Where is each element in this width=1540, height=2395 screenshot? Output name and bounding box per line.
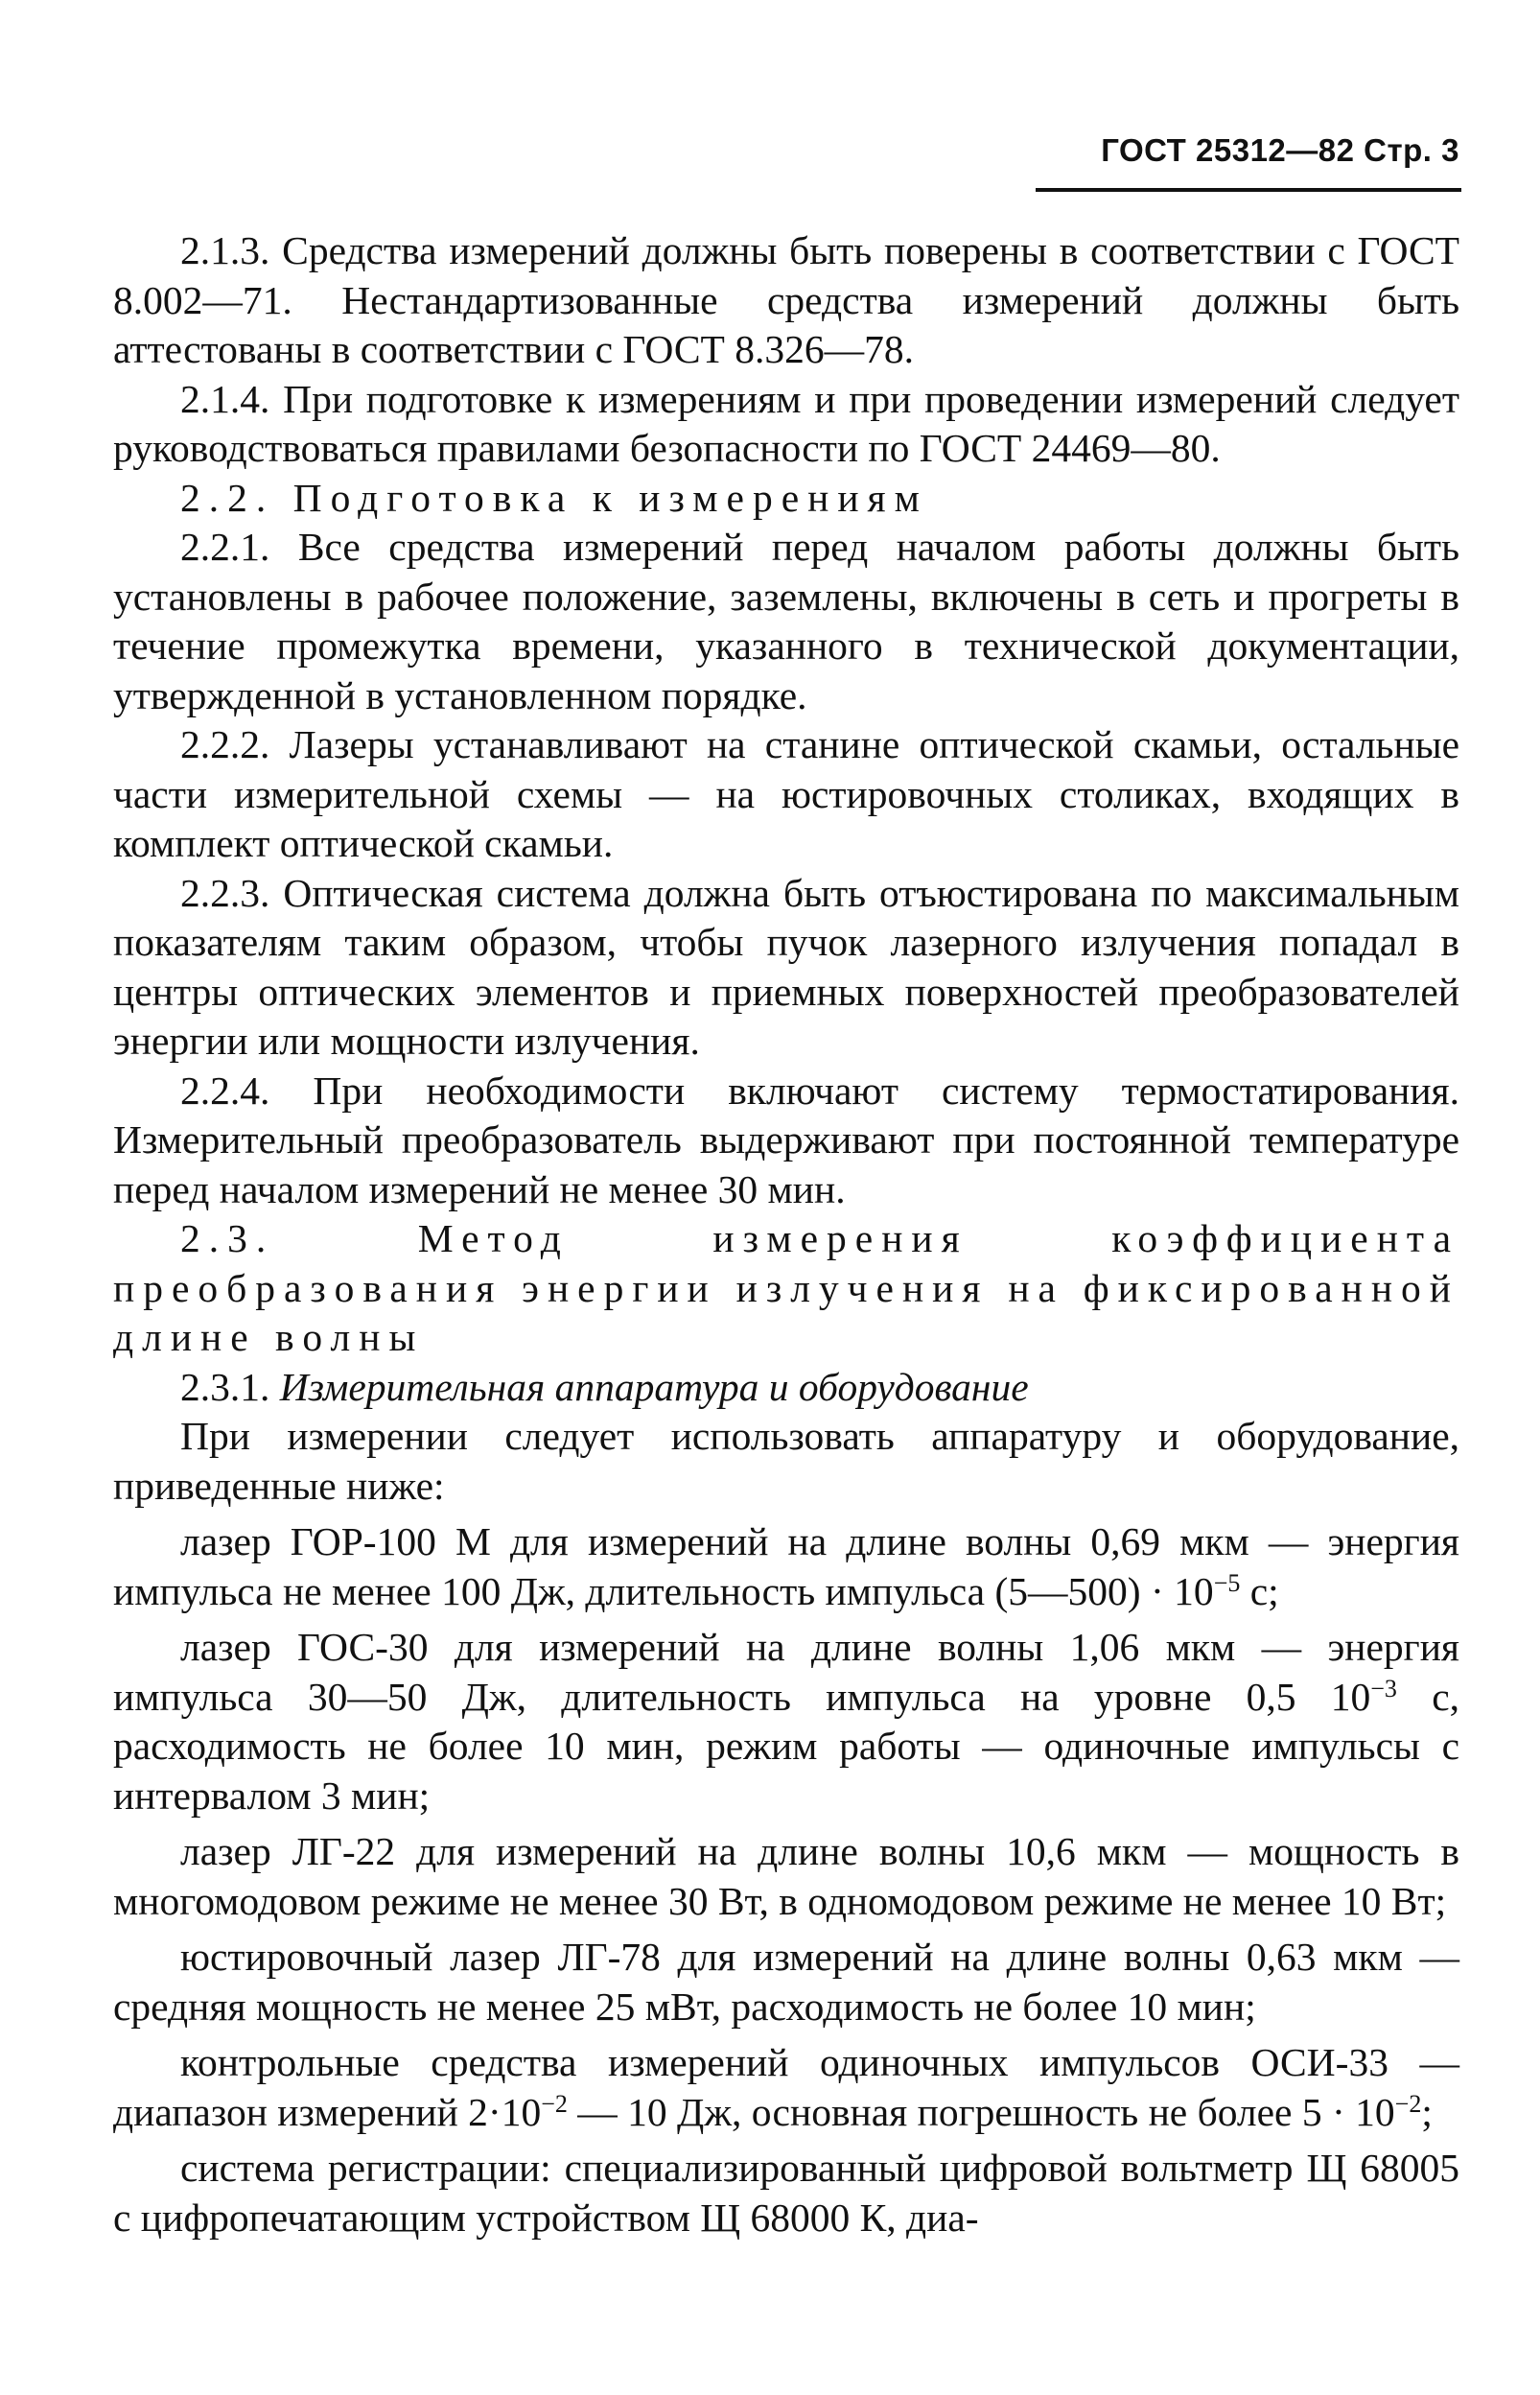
para-2-2-3: 2.2.3. Оптическая система должна быть отъюстирована по максимальным показателям таким образом, чтобы пучок лазерного излучения попадал в центры оптических элементов и приемных поверхностей преобразователей энергии или мощности излучения. [113,870,1459,1063]
para-2-2-2: 2.2.2. Лазеры устанавливают на станине оптической скамьи, остальные части измерительной схемы — на юстировочных столиках, входящих в комплект оптической скамьи. [113,722,1459,865]
document-body [113,226,1459,2242]
section-heading-2-2: 2.2. Подготовка к измерениям [180,475,928,520]
item-laser-lg-78: юстировочный лазер ЛГ-78 для измерений на длине волны 0,63 мкм — средняя мощность не менее 25 мВт, расходимость не более 10 мин; [113,1935,1459,2029]
item-laser-gos-30: лазер ГОС-30 для измерений на длине волны 1,06 мкм — энергия импульса 30—50 Дж, длительность импульса на уровне 0,5 $10^{-3}$ с, расходимость не более 10 мин, режим работы — одиночные импульсы с интервалом 3 мин; [113,1625,1459,1818]
item-registration-system: система регистрации: специализированный цифровой вольтметр Щ 68005 с цифропечатающим устройством Щ 68000 К, диа- [113,2146,1459,2240]
item-osi-33: контрольные средства измерений одиночных импульсов ОСИ-33 — диапазон измерений $2\cdot 10^{-2}$ — 10 Дж, основная погрешность не более $5 \cdot 10^{-2}$; [113,2040,1459,2134]
subheading-2-3-1 [113,1363,1459,1413]
para-2-2-4: 2.2.4. При необходимости включают систему термостатирования. Измерительный преобразователь выдерживают при постоянной температуре перед началом измерений не менее 30 мин. [113,1068,1459,1211]
para-intro: При измерении следует использовать аппаратуру и оборудование, приведенные ниже: [113,1414,1459,1508]
para-2-1-3: 2.1.3. Средства измерений должны быть поверены в соответствии с ГОСТ 8.002—71. Нестандартизованные средства измерений должны быть аттестованы в соответствии с ГОСТ 8.326—78. [113,228,1459,371]
subheading-title: Измерительная аппаратура и оборудование [279,1364,1029,1409]
header-rule [1036,188,1461,192]
page-header: ГОСТ 25312—82 Стр. 3 [1101,132,1459,168]
subheading-number: 2.3.1. [180,1364,280,1409]
item-laser-lg-22: лазер ЛГ-22 для измерений на длине волны 10,6 мкм — мощность в многомодовом режиме не менее 30 Вт, в одномодовом режиме не менее 10 Вт; [113,1829,1459,1923]
para-2-1-4: 2.1.4. При подготовке к измерениям и при проведении измерений следует руководствоваться правилами безопасности по ГОСТ 24469—80. [113,376,1459,470]
item-laser-gor-100m: лазер ГОР-100 М для измерений на длине волны 0,69 мкм — энергия импульса не менее 100 Дж, длительность импульса (5—500) · $10^{-5}$ с; [113,1519,1459,1613]
para-2-2-1: 2.2.1. Все средства измерений перед началом работы должны быть установлены в рабочее положение, заземлены, включены в сеть и прогреты в течение промежутка времени, указанного в технической документации, утвержденной в установленном порядке. [113,525,1459,717]
section-heading-2-3: 2.3. Метод измерения коэффициента преобразования энергии излучения на фиксированной длине волны [113,1216,1459,1359]
